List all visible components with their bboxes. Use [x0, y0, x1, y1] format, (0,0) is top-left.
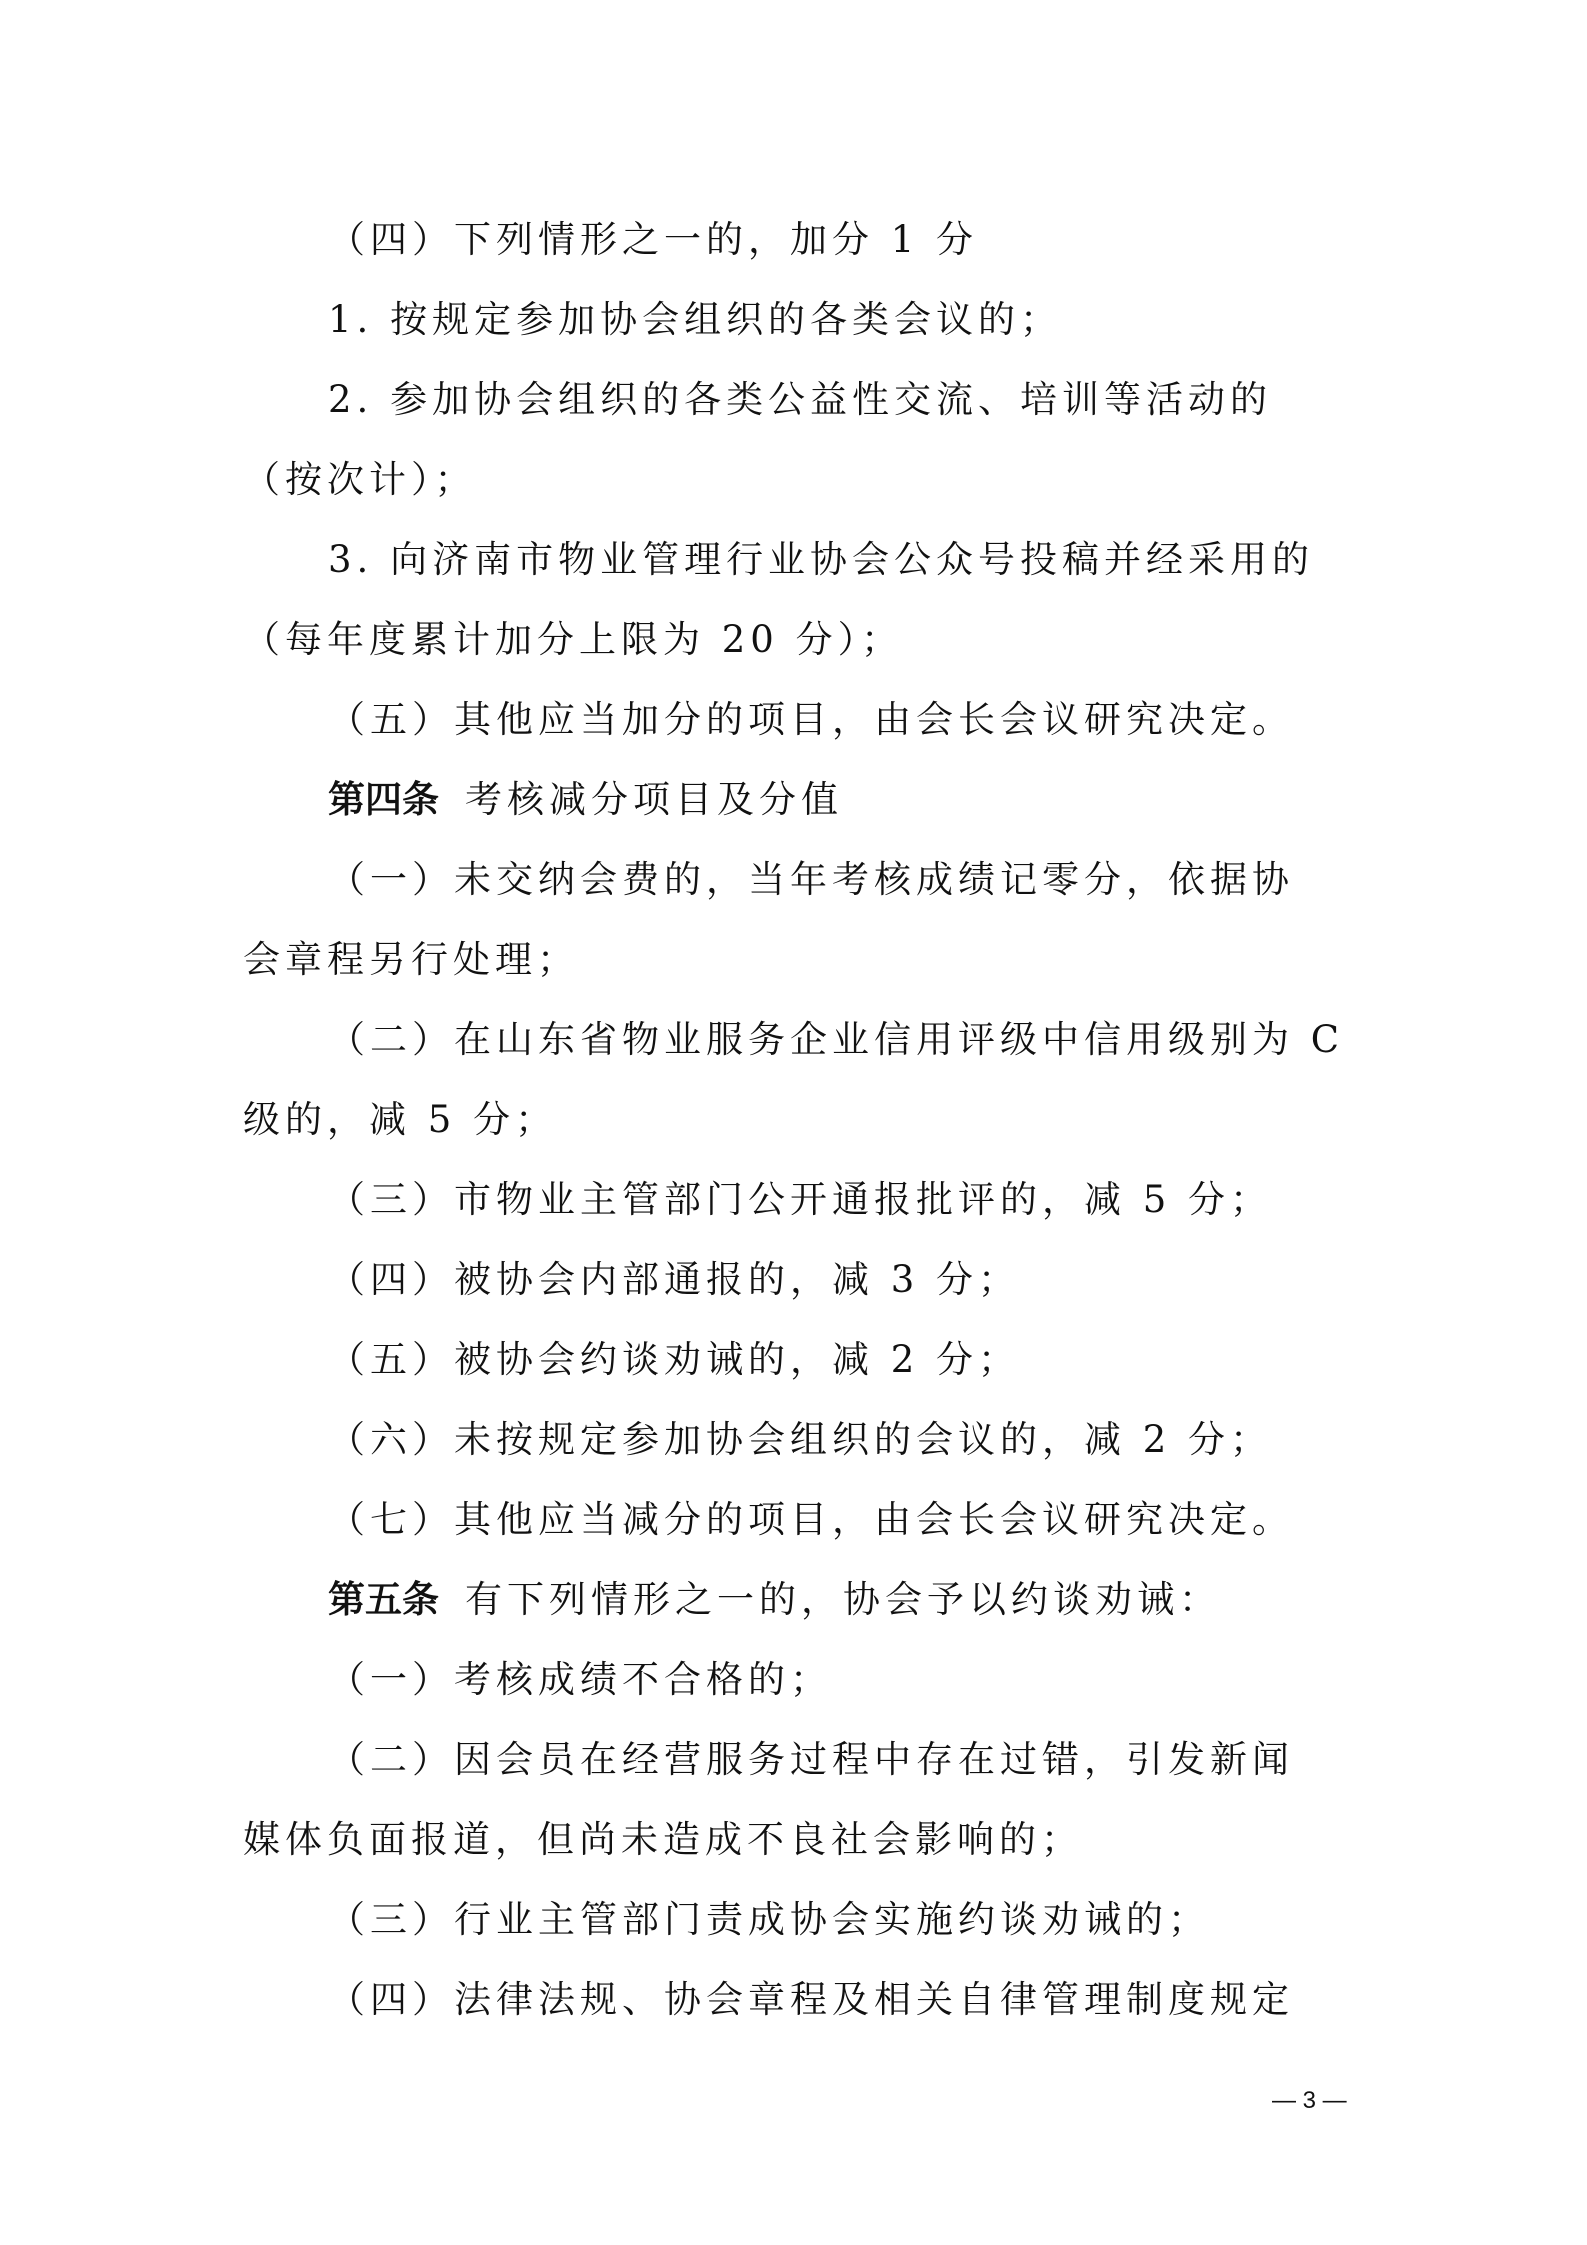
- deduction-item-3: [328, 1170, 1438, 1230]
- deduction-item-2-continuation: [243, 1090, 1353, 1150]
- deduction-item-1: [328, 850, 1438, 910]
- line-text: （二）在山东省物业服务企业信用评级中信用级别为 C: [328, 1018, 1345, 1061]
- line-text: （四）被协会内部通报的，减 3 分；: [328, 1258, 1021, 1301]
- deduction-item-1-continuation: [243, 930, 1353, 990]
- warning-item-2-continuation: [243, 1810, 1353, 1870]
- sub-item-3: [328, 530, 1438, 590]
- article-label: 第五条: [328, 1578, 439, 1621]
- article-five-heading: [328, 1570, 1438, 1630]
- sub-item-2-continuation: [243, 450, 1353, 510]
- clause-item-five-bonus: [328, 690, 1438, 750]
- warning-item-1: [328, 1650, 1438, 1710]
- sub-item-1: [328, 290, 1438, 350]
- line-text: 1. 按规定参加协会组织的各类会议的；: [328, 298, 1063, 341]
- line-text: 会章程另行处理；: [243, 938, 579, 981]
- line-text: （四）法律法规、协会章程及相关自律管理制度规定: [328, 1978, 1294, 2021]
- line-text: （一）未交纳会费的，当年考核成绩记零分，依据协: [328, 858, 1294, 901]
- line-text: 媒体负面报道，但尚未造成不良社会影响的；: [243, 1818, 1083, 1861]
- warning-item-3: [328, 1890, 1438, 1950]
- line-text: （三）行业主管部门责成协会实施约谈劝诫的；: [328, 1898, 1210, 1941]
- line-text: 3. 向济南市物业管理行业协会公众号投稿并经采用的: [328, 538, 1315, 581]
- deduction-item-7: [328, 1490, 1438, 1550]
- warning-item-2: [328, 1730, 1438, 1790]
- line-text: （一）考核成绩不合格的；: [328, 1658, 832, 1701]
- line-text: （七）其他应当减分的项目，由会长会议研究决定。: [328, 1498, 1294, 1541]
- line-text: （每年度累计加分上限为 20 分）；: [243, 618, 904, 661]
- deduction-item-6: [328, 1410, 1438, 1470]
- line-text: （五）被协会约谈劝诫的，减 2 分；: [328, 1338, 1021, 1381]
- sub-item-3-continuation: [243, 610, 1353, 670]
- sub-item-2: [328, 370, 1438, 430]
- warning-item-4: [328, 1970, 1438, 2030]
- article-label: 第四条: [328, 778, 439, 821]
- line-text: （五）其他应当加分的项目，由会长会议研究决定。: [328, 698, 1294, 741]
- deduction-item-2: [328, 1010, 1438, 1070]
- line-text: 级的，减 5 分；: [243, 1098, 558, 1141]
- line-text: 2. 参加协会组织的各类公益性交流、培训等活动的: [328, 378, 1273, 421]
- line-text: （四）下列情形之一的，加分 1 分: [328, 218, 979, 261]
- article-title: 考核减分项目及分值: [465, 778, 843, 821]
- article-title: 有下列情形之一的，协会予以约谈劝诫：: [465, 1578, 1221, 1621]
- page-number: — 3 —: [1272, 2087, 1347, 2114]
- line-text: （三）市物业主管部门公开通报批评的，减 5 分；: [328, 1178, 1273, 1221]
- clause-item-four-bonus: [328, 210, 1438, 270]
- line-text: （六）未按规定参加协会组织的会议的，减 2 分；: [328, 1418, 1273, 1461]
- deduction-item-5: [328, 1330, 1438, 1390]
- line-text: （按次计）；: [243, 458, 477, 501]
- article-four-heading: [328, 770, 1438, 830]
- deduction-item-4: [328, 1250, 1438, 1310]
- line-text: （二）因会员在经营服务过程中存在过错，引发新闻: [328, 1738, 1294, 1781]
